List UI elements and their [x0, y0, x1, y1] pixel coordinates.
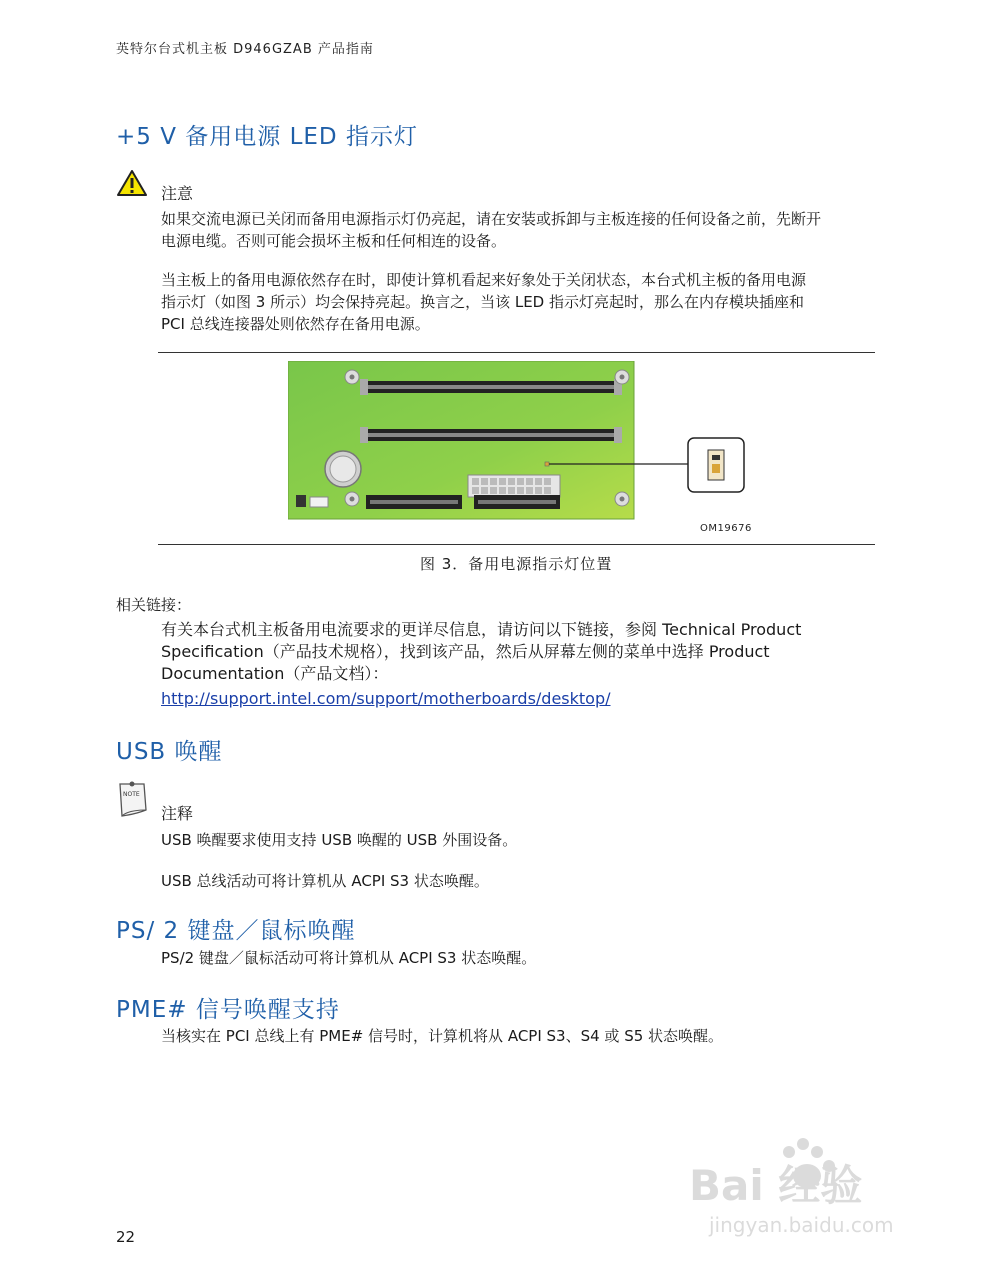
- caution-icon: [116, 169, 148, 197]
- support-link[interactable]: http://support.intel.com/support/motherboards/desktop/: [161, 689, 611, 708]
- svg-text:NOTE: NOTE: [123, 791, 140, 798]
- note-icon: [116, 780, 150, 818]
- pme-wake-line: 当核实在 PCI 总线上有 PME# 信号时，计算机将从 ACPI S3、S4 或 S5 状态唤醒。: [161, 1027, 724, 1045]
- svg-text:jingyan.baidu.com: jingyan.baidu.com: [709, 1213, 894, 1237]
- usb-wake-line-2: USB 总线活动可将计算机从 ACPI S3 状态唤醒。: [161, 872, 489, 890]
- section-title-usb-wake: USB 唤醒: [116, 739, 223, 765]
- motherboard-figure: [288, 361, 748, 539]
- related-links-text: 有关本台式机主板备用电流要求的更详尽信息，请访问以下链接，参阅 Technical Product Specification（产品技术规格），找到该产品，然后从屏幕左侧的菜单中选择 Product Documentation（产品文档）：: [161, 620, 802, 683]
- figure-caption: 图 3．备用电源指示灯位置: [420, 555, 613, 573]
- caution-text: 如果交流电源已关闭而备用电源指示灯仍亮起，请在安装或拆卸与主板连接的任何设备之前，先断开 电源电缆。否则可能会损坏主板和任何相连的设备。: [161, 210, 822, 250]
- section-title-ps2-wake: PS/ 2 键盘／鼠标唤醒: [116, 918, 356, 944]
- section-title-pme-wake: PME# 信号唤醒支持: [116, 997, 340, 1023]
- note-label: 注释: [161, 804, 194, 823]
- page-number: 22: [116, 1228, 136, 1246]
- related-links-label: 相关链接：: [116, 596, 192, 614]
- caution-label: 注意: [161, 184, 194, 203]
- baidu-watermark: [679, 1130, 929, 1240]
- section-title-standby-led: +5 V 备用电源 LED 指示灯: [116, 124, 418, 150]
- figure-top-rule: [158, 352, 875, 353]
- standby-led: [545, 462, 549, 466]
- figure-bottom-rule: [158, 544, 875, 545]
- figure-code: OM19676: [700, 523, 752, 534]
- running-header: 英特尔台式机主板 D946GZAB 产品指南: [116, 42, 374, 57]
- standby-paragraph: 当主板上的备用电源依然存在时，即使计算机看起来好象处于关闭状态，本台式机主板的备用电源 指示灯（如图 3 所示）均会保持亮起。换言之，当该 LED 指示灯亮起时，那么在内存模块插座和 PCI 总线连接器处则依然存在备用电源。: [161, 271, 807, 333]
- usb-wake-line-1: USB 唤醒要求使用支持 USB 唤醒的 USB 外围设备。: [161, 831, 518, 849]
- svg-text:Bai 经验: Bai 经验: [689, 1161, 863, 1210]
- ps2-wake-line: PS/2 键盘／鼠标活动可将计算机从 ACPI S3 状态唤醒。: [161, 949, 537, 967]
